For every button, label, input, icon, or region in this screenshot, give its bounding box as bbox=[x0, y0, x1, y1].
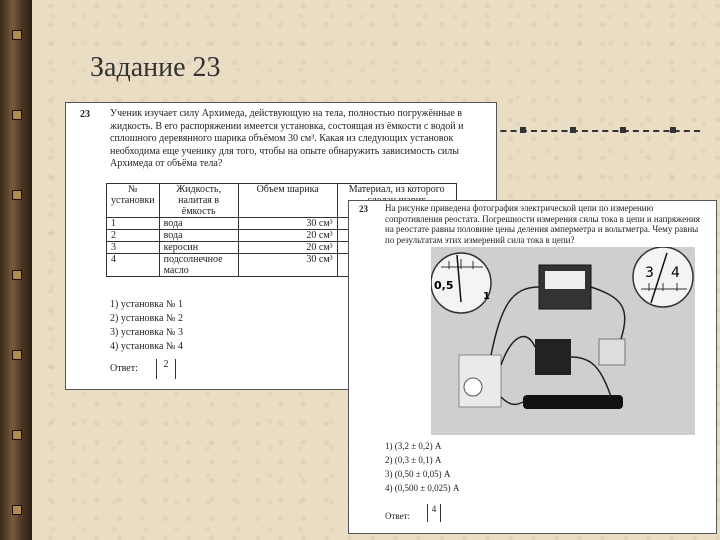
answer-value: 4 bbox=[427, 504, 441, 522]
strip-ornament bbox=[12, 430, 22, 440]
task-number: 23 bbox=[359, 204, 368, 214]
cell-liquid: подсолнечное масло bbox=[159, 254, 238, 277]
option: 4) установка № 4 bbox=[110, 341, 183, 352]
meter-right-label: 3 bbox=[645, 265, 654, 281]
answer-options bbox=[385, 439, 459, 495]
cell-number: 4 bbox=[107, 254, 160, 277]
decorative-rule bbox=[480, 130, 700, 132]
answer-options bbox=[110, 298, 183, 354]
circuit-photo bbox=[431, 247, 695, 435]
task-card-circuit bbox=[348, 200, 717, 534]
cell-volume: 30 см³ bbox=[238, 254, 337, 277]
meter-right-label: 4 bbox=[671, 265, 680, 281]
cell-number: 1 bbox=[107, 218, 160, 230]
circuit-illustration bbox=[431, 247, 695, 435]
answer-label: Ответ: bbox=[110, 363, 138, 374]
cell-number: 3 bbox=[107, 242, 160, 254]
strip-ornament bbox=[12, 190, 22, 200]
strip-ornament bbox=[12, 30, 22, 40]
task-number: 23 bbox=[80, 109, 90, 120]
strip-ornament bbox=[12, 110, 22, 120]
strip-ornament bbox=[12, 350, 22, 360]
cell-volume: 30 см³ bbox=[238, 218, 337, 230]
option: 1) установка № 1 bbox=[110, 299, 183, 310]
meter-left-label: 0,5 bbox=[434, 279, 454, 292]
task-question: Ученик изучает силу Архимеда, действующую на тела, полностью погружённые в жидкость. В его распоряжении имеется установка, состоящая из ёмкости с водой и сплошного деревянного шарика объёмом 30 см³. Какая из следующих установок необходима еще ученику для того, чтобы на опыте обнаружить зависимость силы Архимеда от объёма тела? bbox=[110, 108, 464, 169]
option: 2) (0,3 ± 0,1) А bbox=[385, 455, 442, 465]
option: 2) установка № 2 bbox=[110, 313, 183, 324]
answer-label: Ответ: bbox=[385, 511, 411, 521]
col-header: Жидкость, налитая в ёмкость bbox=[159, 184, 238, 218]
col-header: Объем шарика bbox=[238, 184, 337, 218]
option: 3) установка № 3 bbox=[110, 327, 183, 338]
cell-liquid: керосин bbox=[159, 242, 238, 254]
col-header: Материал, из которого bbox=[337, 184, 456, 218]
strip-ornament bbox=[12, 505, 22, 515]
cell-liquid: вода bbox=[159, 230, 238, 242]
cell-number: 2 bbox=[107, 230, 160, 242]
decorative-side-strip bbox=[0, 0, 32, 540]
meter-left-label: 1 bbox=[483, 291, 490, 302]
answer-value: 2 bbox=[156, 359, 176, 379]
slide-title: Задание 23 bbox=[90, 52, 221, 83]
option: 3) (0,50 ± 0,05) А bbox=[385, 469, 451, 479]
cell-liquid: вода bbox=[159, 218, 238, 230]
option: 1) (3,2 ± 0,2) А bbox=[385, 441, 442, 451]
cell-volume: 20 см³ bbox=[238, 242, 337, 254]
col-header: № установки bbox=[107, 184, 160, 218]
option: 4) (0,500 ± 0,025) А bbox=[385, 483, 460, 493]
strip-ornament bbox=[12, 270, 22, 280]
task-question: На рисунке приведена фотография электрической цепи по измерению сопротивления реостата. Погрешности измерения силы тока в цепи и напряжения на реостате равны половине цены деления амперметра и вольтметра. Чему равны по результатам этих измерений сила тока в цепи? bbox=[385, 203, 700, 245]
cell-volume: 20 см³ bbox=[238, 230, 337, 242]
